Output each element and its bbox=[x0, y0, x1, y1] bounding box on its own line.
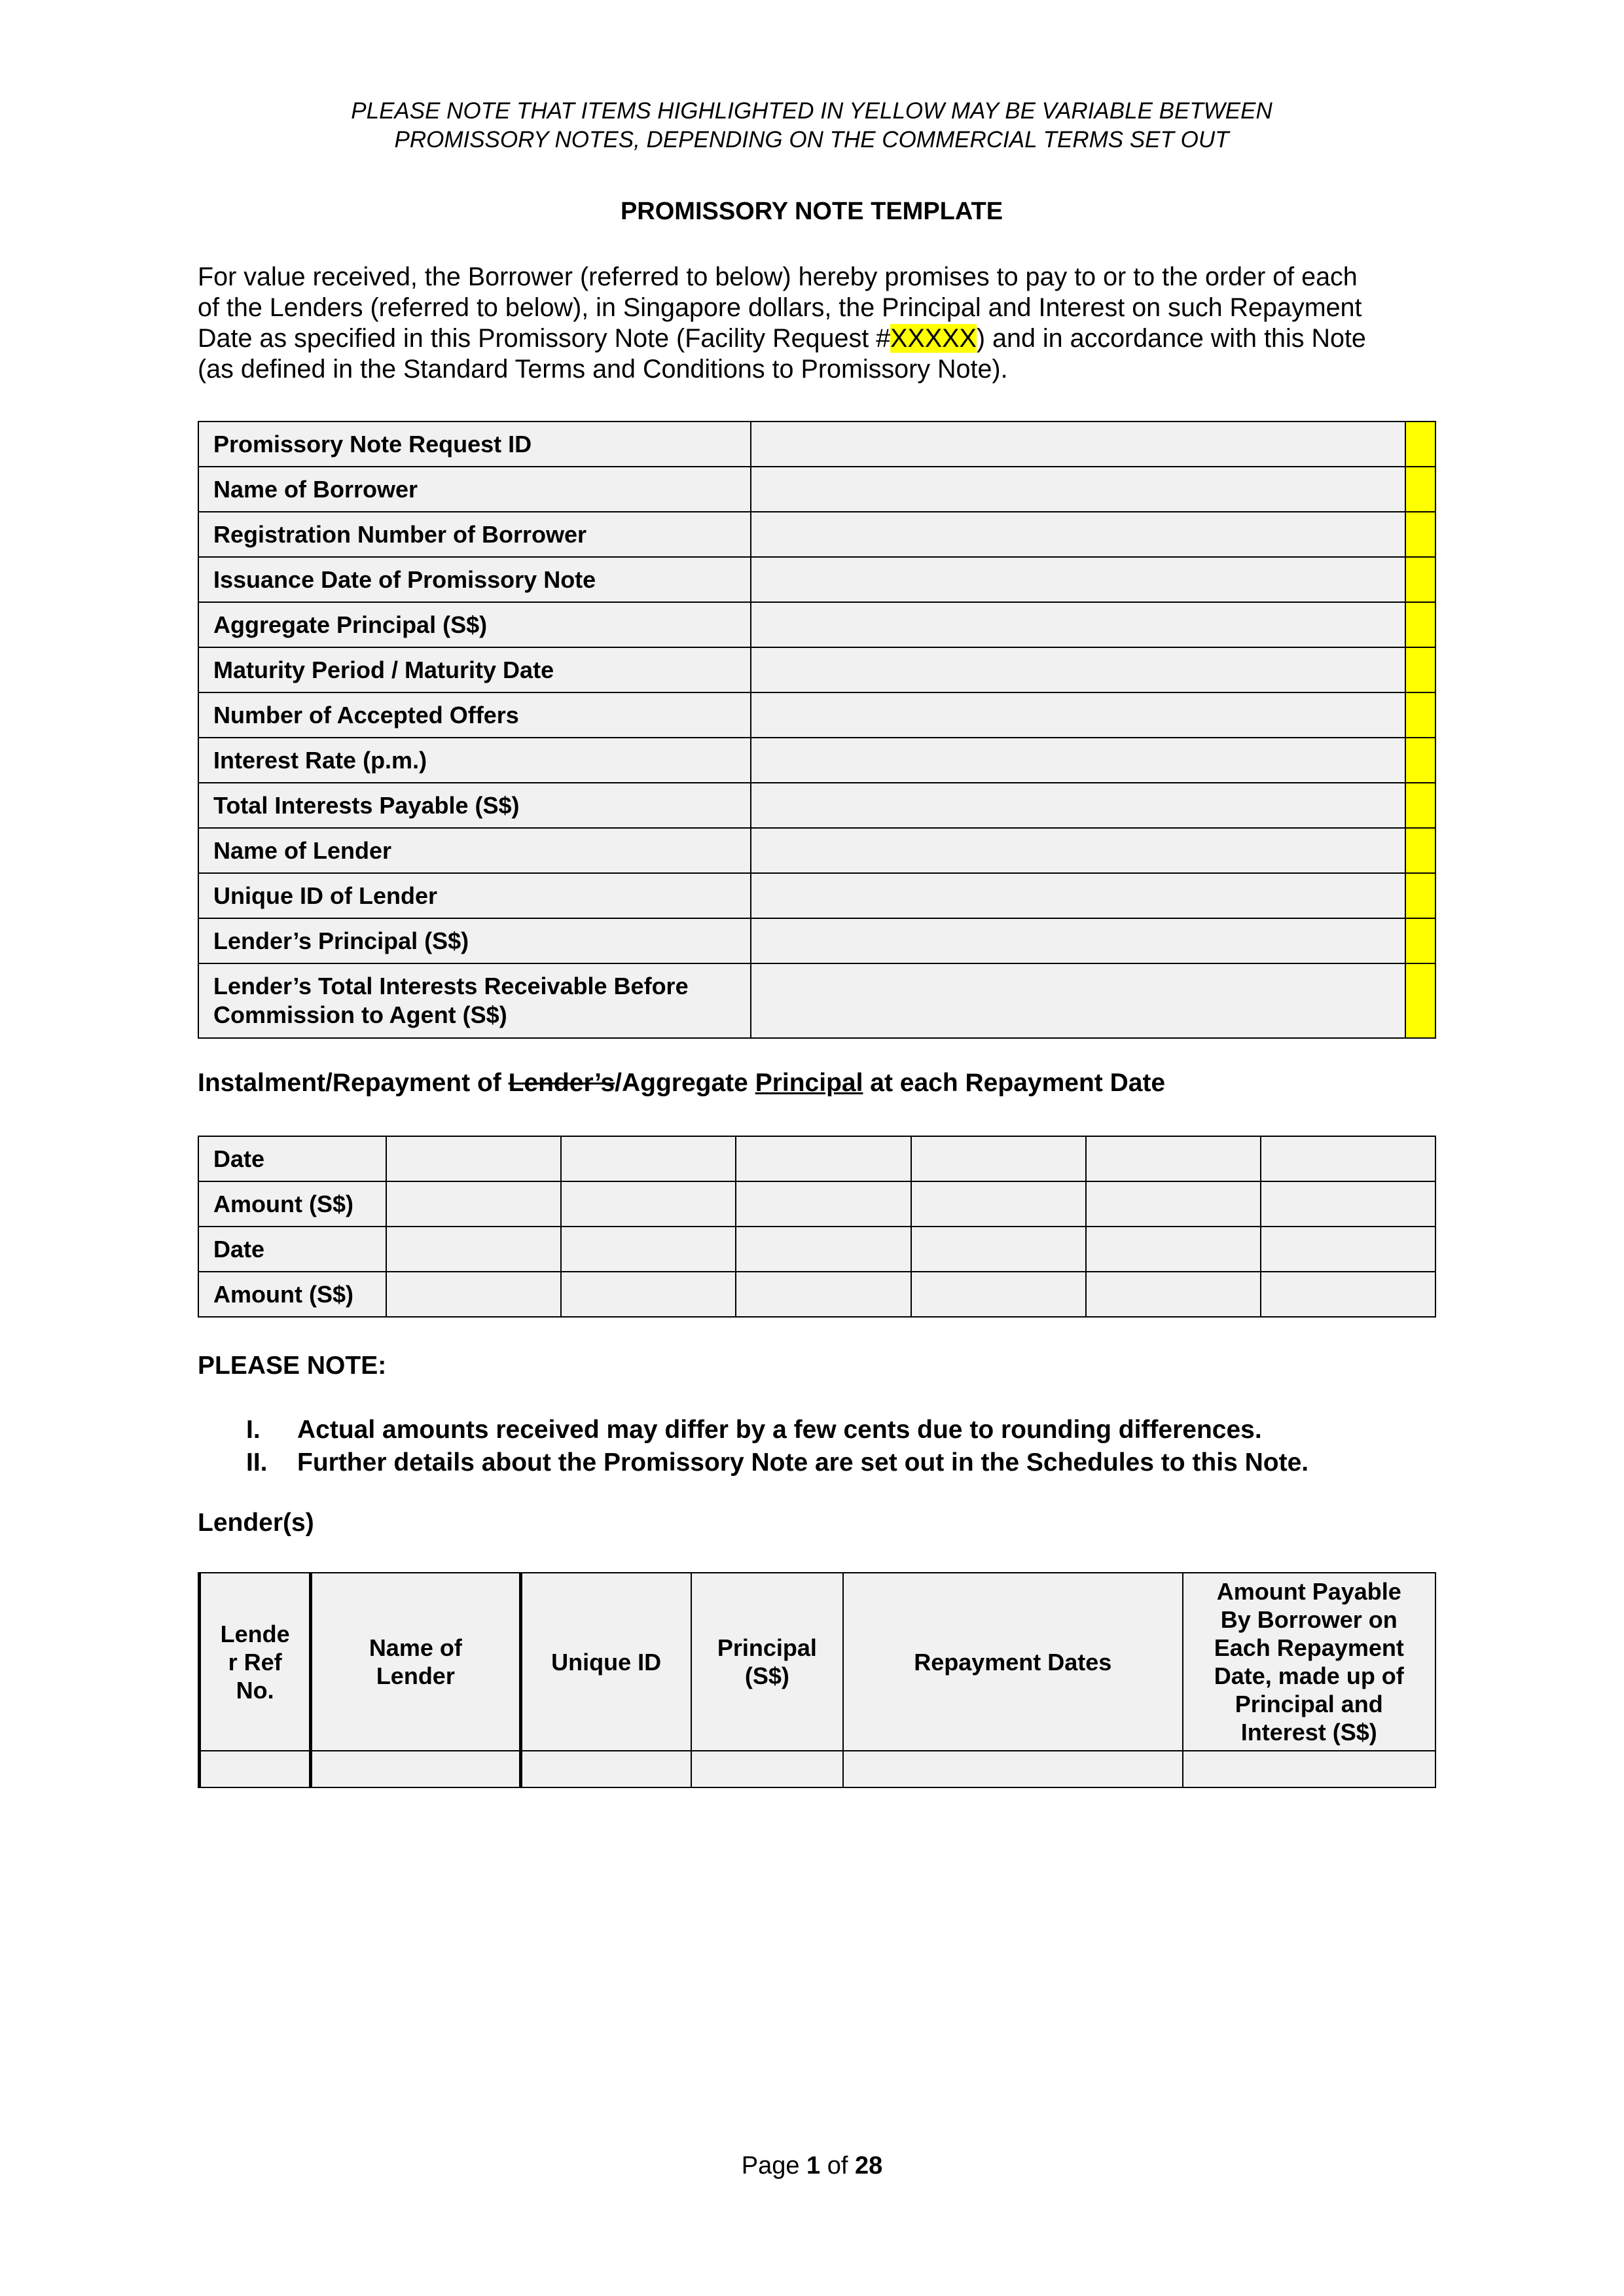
header-lender-ref bbox=[200, 1573, 311, 1751]
table-header-row bbox=[200, 1573, 1436, 1751]
table-cell[interactable] bbox=[1086, 1136, 1261, 1181]
field-label: Name of Lender bbox=[198, 828, 751, 873]
header-unique-id bbox=[520, 1573, 691, 1751]
row-label: Date bbox=[198, 1227, 386, 1272]
please-note-list bbox=[198, 1414, 1308, 1479]
list-number: II. bbox=[246, 1448, 268, 1477]
table-row bbox=[198, 738, 1435, 783]
table-cell[interactable] bbox=[1086, 1272, 1261, 1317]
table-cell[interactable] bbox=[843, 1751, 1183, 1787]
intro-paragraph bbox=[198, 262, 1436, 385]
table-cell[interactable] bbox=[736, 1272, 911, 1317]
field-value[interactable] bbox=[751, 647, 1405, 692]
table-cell[interactable] bbox=[911, 1227, 1086, 1272]
intro-line-2: of the Lenders (referred to below), in Singapore dollars, the Principal and Interest on such Repayment bbox=[198, 293, 1362, 322]
list-number: I. bbox=[246, 1416, 261, 1444]
field-label: Registration Number of Borrower bbox=[198, 512, 751, 557]
header-line: Interest (S$) bbox=[1240, 1719, 1377, 1746]
variable-marker bbox=[1405, 422, 1435, 467]
table-cell[interactable] bbox=[1086, 1227, 1261, 1272]
field-label: Name of Borrower bbox=[198, 467, 751, 512]
table-row bbox=[198, 422, 1435, 467]
header-principal bbox=[691, 1573, 843, 1751]
table-row bbox=[198, 873, 1435, 918]
header-line: Each Repayment bbox=[1214, 1634, 1404, 1661]
table-row bbox=[198, 512, 1435, 557]
field-value[interactable] bbox=[751, 963, 1405, 1038]
table-cell[interactable] bbox=[561, 1272, 736, 1317]
page-number: 1 bbox=[806, 2152, 821, 2179]
instalment-heading-underlined: Principal bbox=[755, 1069, 863, 1097]
promissory-note-details-table bbox=[198, 421, 1436, 1039]
field-label: Number of Accepted Offers bbox=[198, 692, 751, 738]
variable-marker bbox=[1405, 918, 1435, 963]
field-value[interactable] bbox=[751, 828, 1405, 873]
lenders-heading: Lender(s) bbox=[198, 1509, 314, 1537]
field-label bbox=[198, 963, 751, 1038]
field-value[interactable] bbox=[751, 738, 1405, 783]
field-value[interactable] bbox=[751, 873, 1405, 918]
lenders-table bbox=[198, 1572, 1436, 1788]
table-row bbox=[198, 647, 1435, 692]
header-line: Principal bbox=[717, 1634, 817, 1661]
table-cell[interactable] bbox=[1086, 1181, 1261, 1227]
intro-line-3-post: ) and in accordance with this Note bbox=[976, 324, 1366, 353]
field-value[interactable] bbox=[751, 918, 1405, 963]
table-row bbox=[198, 557, 1435, 602]
variable-marker bbox=[1405, 647, 1435, 692]
list-text: Further details about the Promissory Note are set out in the Schedules to this Note. bbox=[297, 1448, 1309, 1477]
list-text: Actual amounts received may differ by a few cents due to rounding differences. bbox=[297, 1416, 1262, 1444]
notice-line-1: PLEASE NOTE THAT ITEMS HIGHLIGHTED IN YELLOW MAY BE VARIABLE BETWEEN bbox=[351, 98, 1272, 124]
table-row bbox=[200, 1751, 1436, 1787]
table-cell[interactable] bbox=[561, 1136, 736, 1181]
table-cell[interactable] bbox=[520, 1751, 691, 1787]
of-label: of bbox=[827, 2152, 848, 2179]
instalment-heading-post: at each Repayment Date bbox=[863, 1069, 1166, 1097]
table-cell[interactable] bbox=[1261, 1136, 1435, 1181]
instalment-heading-struck: Lender’s bbox=[508, 1069, 615, 1097]
instalment-heading bbox=[198, 1069, 1165, 1098]
variable-marker bbox=[1405, 783, 1435, 828]
variable-marker bbox=[1405, 512, 1435, 557]
table-cell[interactable] bbox=[736, 1227, 911, 1272]
field-label-line-1: Lender’s Total Interests Receivable Before bbox=[213, 973, 689, 999]
table-row bbox=[198, 1227, 1435, 1272]
header-line: By Borrower on bbox=[1220, 1606, 1398, 1633]
intro-line-1: For value received, the Borrower (referred to below) hereby promises to pay to or to the order of each bbox=[198, 262, 1358, 291]
list-number-wrap bbox=[198, 1414, 296, 1446]
table-row bbox=[198, 1272, 1435, 1317]
please-note-heading: PLEASE NOTE: bbox=[198, 1352, 387, 1380]
table-cell[interactable] bbox=[736, 1136, 911, 1181]
header-lender-name bbox=[311, 1573, 520, 1751]
instalment-heading-mid: /Aggregate bbox=[615, 1069, 755, 1097]
intro-line-3-pre: Date as specified in this Promissory Note (Facility Request # bbox=[198, 324, 891, 353]
field-label: Lender’s Principal (S$) bbox=[198, 918, 751, 963]
list-item bbox=[198, 1446, 1308, 1479]
table-row bbox=[198, 1136, 1435, 1181]
instalment-heading-pre: Instalment/Repayment of bbox=[198, 1069, 509, 1097]
field-label: Unique ID of Lender bbox=[198, 873, 751, 918]
field-value[interactable] bbox=[751, 692, 1405, 738]
table-cell[interactable] bbox=[1261, 1227, 1435, 1272]
table-cell[interactable] bbox=[386, 1136, 561, 1181]
page-total: 28 bbox=[855, 2152, 883, 2179]
header-line: Principal and bbox=[1235, 1691, 1383, 1717]
variable-marker bbox=[1405, 828, 1435, 873]
row-label: Date bbox=[198, 1136, 386, 1181]
variable-marker bbox=[1405, 557, 1435, 602]
table-row bbox=[198, 828, 1435, 873]
variable-marker bbox=[1405, 467, 1435, 512]
table-row bbox=[198, 918, 1435, 963]
field-value[interactable] bbox=[751, 512, 1405, 557]
table-row bbox=[198, 963, 1435, 1038]
variable-marker bbox=[1405, 963, 1435, 1038]
variable-items-notice bbox=[196, 97, 1427, 154]
field-label: Maturity Period / Maturity Date bbox=[198, 647, 751, 692]
table-cell[interactable] bbox=[561, 1181, 736, 1227]
header-line: Lender bbox=[376, 1662, 455, 1689]
field-label: Aggregate Principal (S$) bbox=[198, 602, 751, 647]
field-label: Promissory Note Request ID bbox=[198, 422, 751, 467]
row-label: Amount (S$) bbox=[198, 1272, 386, 1317]
document-title: PROMISSORY NOTE TEMPLATE bbox=[620, 198, 1003, 225]
header-line: Name of bbox=[369, 1634, 462, 1661]
field-label: Total Interests Payable (S$) bbox=[198, 783, 751, 828]
header-repayment-dates bbox=[843, 1573, 1183, 1751]
variable-marker bbox=[1405, 738, 1435, 783]
field-value[interactable] bbox=[751, 557, 1405, 602]
list-item bbox=[198, 1414, 1308, 1446]
table-row bbox=[198, 467, 1435, 512]
header-line: (S$) bbox=[744, 1662, 789, 1689]
variable-marker bbox=[1405, 602, 1435, 647]
header-line: No. bbox=[236, 1676, 274, 1704]
instalment-table bbox=[198, 1136, 1436, 1318]
table-cell[interactable] bbox=[1261, 1181, 1435, 1227]
facility-request-placeholder: XXXXX bbox=[890, 324, 977, 353]
field-value[interactable] bbox=[751, 602, 1405, 647]
field-value[interactable] bbox=[751, 783, 1405, 828]
table-cell[interactable] bbox=[200, 1751, 311, 1787]
field-label: Interest Rate (p.m.) bbox=[198, 738, 751, 783]
header-line: Amount Payable bbox=[1216, 1578, 1401, 1605]
table-cell[interactable] bbox=[311, 1751, 520, 1787]
header-line: Unique ID bbox=[551, 1648, 662, 1676]
table-cell[interactable] bbox=[1261, 1272, 1435, 1317]
table-cell[interactable] bbox=[386, 1181, 561, 1227]
page-footer bbox=[0, 2152, 1624, 2180]
table-cell[interactable] bbox=[691, 1751, 843, 1787]
table-cell[interactable] bbox=[911, 1136, 1086, 1181]
table-cell[interactable] bbox=[911, 1272, 1086, 1317]
field-label-line-2: Commission to Agent (S$) bbox=[213, 1001, 507, 1028]
row-label: Amount (S$) bbox=[198, 1181, 386, 1227]
header-line: Repayment Dates bbox=[914, 1648, 1112, 1676]
field-value[interactable] bbox=[751, 422, 1405, 467]
field-label: Issuance Date of Promissory Note bbox=[198, 557, 751, 602]
table-cell[interactable] bbox=[736, 1181, 911, 1227]
table-row bbox=[198, 692, 1435, 738]
table-row bbox=[198, 783, 1435, 828]
table-row bbox=[198, 602, 1435, 647]
table-row bbox=[198, 1181, 1435, 1227]
header-amount-payable bbox=[1183, 1573, 1435, 1751]
table-cell[interactable] bbox=[561, 1227, 736, 1272]
header-line: Date, made up of bbox=[1214, 1662, 1404, 1689]
header-line: r Ref bbox=[228, 1648, 282, 1676]
field-value[interactable] bbox=[751, 467, 1405, 512]
intro-line-4: (as defined in the Standard Terms and Conditions to Promissory Note). bbox=[198, 355, 1008, 384]
table-cell[interactable] bbox=[386, 1272, 561, 1317]
intro-line-3 bbox=[198, 323, 1436, 354]
page-label: Page bbox=[741, 2152, 800, 2179]
list-number-wrap bbox=[198, 1446, 296, 1479]
variable-marker bbox=[1405, 873, 1435, 918]
variable-marker bbox=[1405, 692, 1435, 738]
header-line: Lende bbox=[220, 1620, 290, 1647]
table-cell[interactable] bbox=[1183, 1751, 1435, 1787]
table-cell[interactable] bbox=[911, 1181, 1086, 1227]
table-cell[interactable] bbox=[386, 1227, 561, 1272]
notice-line-2: PROMISSORY NOTES, DEPENDING ON THE COMMERCIAL TERMS SET OUT bbox=[394, 127, 1229, 152]
